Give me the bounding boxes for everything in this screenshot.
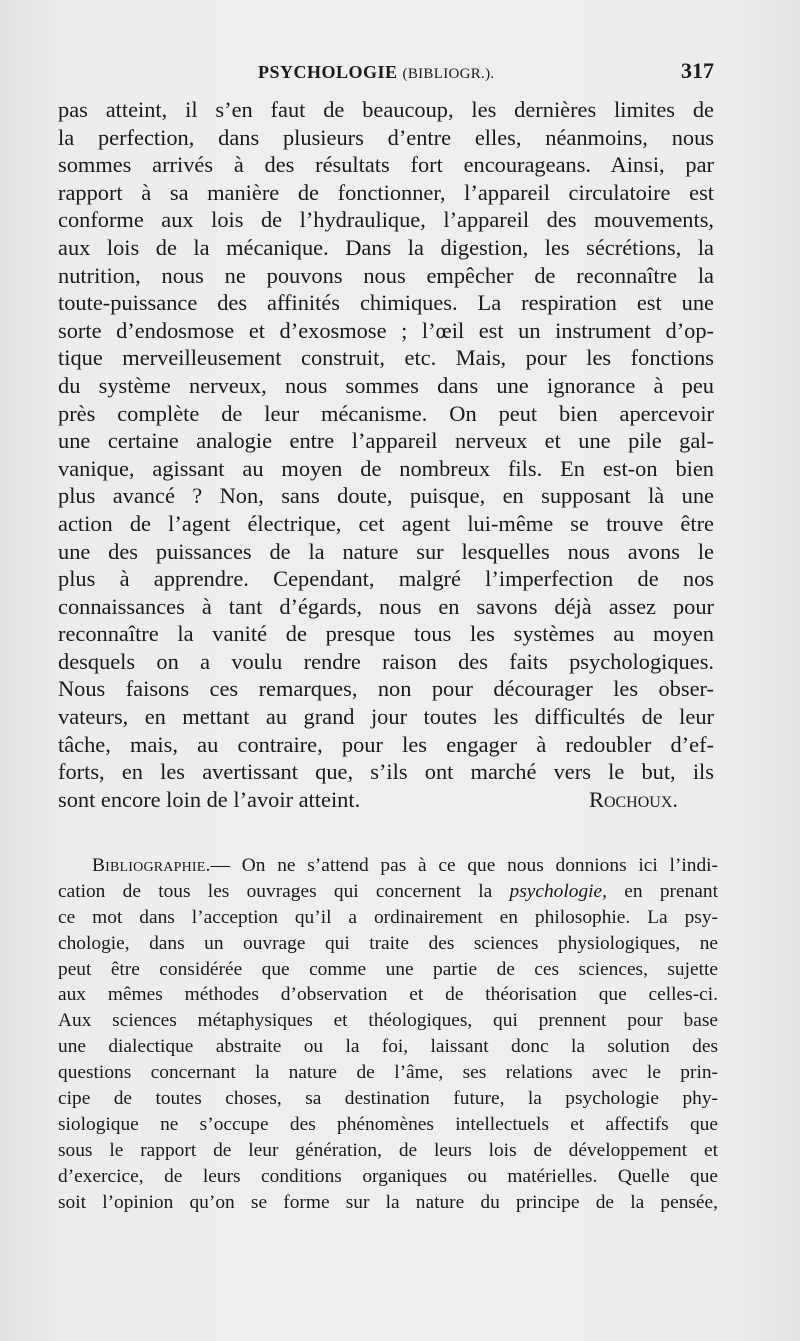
main-text-block bbox=[58, 96, 714, 813]
biblio-line: Aux sciences métaphysiques et théologiques, qui prennent pour base bbox=[58, 1010, 718, 1032]
text-line: plus à apprendre. Cependant, malgré l’imperfection de nos bbox=[58, 566, 714, 592]
closing-sentence: sont encore loin de l’avoir atteint. bbox=[58, 786, 361, 812]
biblio-line: siologique ne s’occupe des phénomènes intellectuels et affectifs que bbox=[58, 1113, 718, 1135]
text-line: nutrition, nous ne pouvons nous empêcher de reconnaître la bbox=[58, 262, 714, 288]
page-number: 317 bbox=[681, 58, 714, 83]
running-title bbox=[258, 62, 494, 83]
text-line: sommes arrivés à des résultats fort encourageans. Ainsi, par bbox=[58, 152, 714, 178]
text-line: du système nerveux, nous sommes dans une ignorance à peu bbox=[58, 372, 714, 398]
biblio-line: ce mot dans l’acception qu’il a ordinairement en philosophie. La psy- bbox=[58, 906, 718, 928]
biblio-first-text: — On ne s’attend pas à ce que nous donnions ici l’indi- bbox=[210, 855, 718, 876]
biblio-line bbox=[58, 879, 718, 905]
biblio-line: cipe de toutes choses, sa destination future, la psychologie phy- bbox=[58, 1088, 718, 1110]
text-line: Nous faisons ces remarques, non pour décourager les obser- bbox=[58, 676, 714, 702]
text-line: plus avancé ? Non, sans doute, puisque, en supposant là une bbox=[58, 483, 714, 509]
running-title-sub: (BIBLIOGR.). bbox=[402, 66, 495, 82]
author-signature: Rochoux. bbox=[589, 786, 678, 812]
biblio-line: sous le rapport de leur génération, de leurs lois de développement et bbox=[58, 1139, 718, 1161]
text-line: desquels on a voulu rendre raison des faits psychologiques. bbox=[58, 648, 714, 674]
text-line: reconnaître la vanité de presque tous les systèmes au moyen bbox=[58, 621, 714, 647]
biblio-text: en prenant bbox=[624, 880, 718, 902]
text-line: une certaine analogie entre l’appareil nerveux et une pile gal- bbox=[58, 428, 714, 454]
biblio-line bbox=[58, 853, 718, 879]
text-line: sorte d’endosmose et d’exosmose ; l’œil est un instrument d’op- bbox=[58, 317, 714, 343]
biblio-line: aux mêmes méthodes d’observation et de théorisation que celles-ci. bbox=[58, 984, 718, 1006]
text-line: forts, en les avertissant que, s’ils ont marché vers le but, ils bbox=[58, 759, 714, 785]
biblio-line: une dialectique abstraite ou la foi, laissant donc la solution des bbox=[58, 1036, 718, 1058]
biblio-line: peut être considérée que comme une partie de ces sciences, sujette bbox=[58, 958, 718, 980]
text-line: vateurs, en mettant au grand jour toutes les difficultés de leur bbox=[58, 704, 714, 730]
text-line: rapport à sa manière de fonctionner, l’appareil circulatoire est bbox=[58, 179, 714, 205]
text-line: vanique, agissant au moyen de nombreux fils. En est-on bien bbox=[58, 455, 714, 481]
text-line: connaissances à tant d’égards, nous en savons déjà assez pour bbox=[58, 593, 714, 619]
italic-term: psychologie, bbox=[509, 880, 607, 902]
bibliography-section bbox=[58, 853, 718, 1215]
text-line: toute-puissance des affinités chimiques. La respiration est une bbox=[58, 290, 714, 316]
text-line: une des puissances de la nature sur lesquelles nous avons le bbox=[58, 538, 714, 564]
running-title-main: PSYCHOLOGIE bbox=[258, 62, 398, 82]
biblio-line: soit l’opinion qu’on se forme sur la nature du principe de la pensée, bbox=[58, 1191, 718, 1213]
biblio-text: cation de tous les ouvrages qui concernent la bbox=[58, 880, 493, 902]
biblio-line: chologie, dans un ouvrage qui traite des sciences physiologiques, ne bbox=[58, 932, 718, 954]
text-line-final bbox=[58, 786, 714, 814]
text-line: pas atteint, il s’en faut de beaucoup, les dernières limites de bbox=[58, 97, 714, 122]
text-line: action de l’agent électrique, cet agent lui-même se trouve être bbox=[58, 510, 714, 536]
text-line: conforme aux lois de l’hydraulique, l’appareil des mouvements, bbox=[58, 207, 714, 233]
text-line: la perfection, dans plusieurs d’entre elles, néanmoins, nous bbox=[58, 124, 714, 150]
page-header bbox=[58, 58, 714, 90]
text-line: près complète de leur mécanisme. On peut bien apercevoir bbox=[58, 400, 714, 426]
text-line: aux lois de la mécanique. Dans la digestion, les sécrétions, la bbox=[58, 234, 714, 260]
biblio-line: d’exercice, de leurs conditions organiques ou matérielles. Quelle que bbox=[58, 1165, 718, 1187]
bibliography-heading: Bibliographie. bbox=[92, 855, 211, 876]
text-line: tâche, mais, au contraire, pour les engager à redoubler d’ef- bbox=[58, 731, 714, 757]
text-line: tique merveilleusement construit, etc. Mais, pour les fonctions bbox=[58, 345, 714, 371]
biblio-line: questions concernant la nature de l’âme, ses relations avec le prin- bbox=[58, 1062, 718, 1084]
